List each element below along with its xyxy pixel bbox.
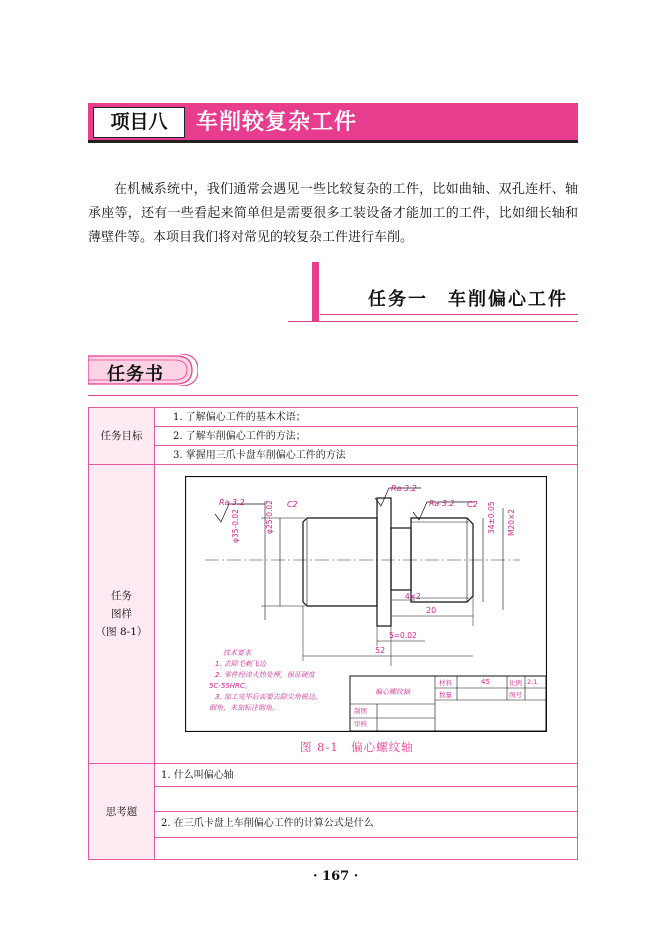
dim-d25: φ25-0.02 [265,500,274,534]
question-row-rule [155,811,577,812]
figure-caption: 图 8-1 偏心螺纹轴 [300,740,414,754]
task-title-rule [320,314,578,315]
technical-notes [209,648,322,714]
note-line: 5C-55HRC。 [209,682,252,690]
title-block-check: 审核 [354,720,367,728]
title-block-name: 偏心螺纹轴 [375,688,410,696]
notes-title: 技术要求 [223,649,251,657]
goal-item: 3. 掌握用三爪卡盘车削偏心工件的方法 [173,450,346,461]
title-block-qty-label: 数量 [439,691,452,699]
note-line: 1. 去除毛刺飞边 [215,660,266,668]
task-book-label: 任务书 [107,364,164,385]
drawing-label-2: 图样 [111,608,132,620]
task-book-rule [88,395,578,396]
question-item: 2. 在三爪卡盘上车削偏心工件的计算公式是什么 [161,818,374,829]
note-line: 2. 零件经淬火热处理，保证硬度 [215,671,315,679]
intro-paragraph: 在机械系统中，我们通常会遇见一些比较复杂的工件，比如曲轴、双孔连杆、轴承座等，还有一些看起来简单但是需要很多工装设备才能加工的工件，比如细长轴和薄壁件等。本项目我们将对常见的较复杂工件进行车削。 [88,182,578,245]
question-row-rule [155,837,577,838]
drawing-label-3: （图 8-1） [95,626,148,638]
note-line: 3. 加工完毕后需要去除尖角锐边， [215,693,322,701]
project-label: 项目八 [93,107,185,138]
table-rule [89,763,577,764]
goal-row-rule [155,426,577,427]
ra-label: Ra 3.2 [429,499,455,508]
question-item: 1. 什么叫偏心轴 [161,770,234,781]
chamfer-label: C2 [287,500,298,509]
dim-d35: φ35-0.02 [231,509,240,543]
table-divider [154,408,155,859]
dim-eccentric: 5=0.02 [389,631,417,640]
task-table [88,407,578,860]
table-rule [89,464,577,465]
goal-item: 1. 了解偏心工件的基本术语； [173,412,306,423]
task-title-rule-lower [288,321,578,322]
project-title: 车削较复杂工件 [196,109,358,135]
goal-label: 任务目标 [100,430,143,442]
dim-m20: M20×2 [507,508,516,536]
title-block-material: 45 [481,678,490,686]
dim-4x2: 4×2 [405,592,421,601]
chamfer-label: C2 [467,500,478,509]
title-block-material-label: 材料 [439,679,452,687]
task-title: 任务一 车削偏心工件 [368,289,568,310]
goal-row-rule [155,445,577,446]
page-number: · 167 · [313,869,359,884]
ra-label: Ra 3.2 [391,484,417,493]
dim-34: 34±0.05 [487,501,496,534]
title-block-no-label: 图号 [509,691,522,699]
title-block-scale-label: 比例 [509,679,522,687]
dim-52: 52 [375,646,386,655]
ra-label: Ra 3.2 [219,498,245,507]
task-header-bar [312,262,319,322]
title-block-scale: 2:1 [527,678,538,686]
banner-underline [88,140,578,143]
goal-item: 2. 了解车削偏心工件的方法； [173,431,306,442]
question-row-rule [155,786,577,787]
think-label: 思考题 [105,806,138,818]
note-line: 倒角，未加标注倒角。 [209,704,279,712]
title-block-draw: 制图 [354,707,367,715]
drawing-label-1: 任务 [111,590,132,602]
dim-20: 20 [426,606,437,615]
